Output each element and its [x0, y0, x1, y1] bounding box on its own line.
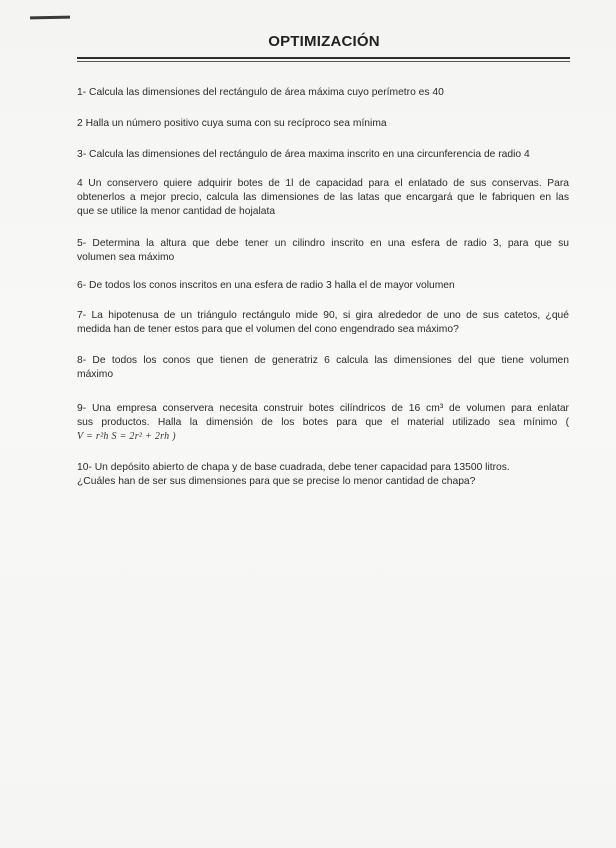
problem-10-line-2: ¿Cuáles han de ser sus dimensiones para que se precise lo menor cantidad de chapa?	[77, 476, 476, 488]
problem-3-line-1: 3- Calcula las dimensiones del rectángulo de área maxima inscrito en una circunferencia de radio 4	[77, 149, 530, 160]
problem-2-line-1: 2 Halla un número positivo cuya suma con su recíproco sea mínima	[77, 118, 387, 129]
problem-10	[77, 461, 569, 489]
problem-4	[77, 177, 569, 220]
title-rule-thin	[77, 61, 570, 62]
problem-4-line-3: que se utilice la menor cantidad de hojalata	[77, 206, 276, 218]
page-title: OPTIMIZACIÓN	[268, 33, 380, 50]
problem-6-line-1: 6- De todos los conos inscritos en una esfera de radio 3 halla el de mayor volumen	[77, 280, 455, 291]
problem-6	[77, 279, 569, 293]
problem-1-line-1: 1- Calcula las dimensiones del rectángulo de área máxima cuyo perímetro es 40	[77, 87, 444, 98]
pen-mark	[30, 16, 70, 20]
problem-8	[77, 354, 569, 382]
problem-5-line-2: volumen sea máximo	[77, 252, 175, 264]
problem-8-line-2: máximo	[77, 369, 114, 381]
problem-9	[77, 402, 569, 445]
problem-9-line-1: 9- Una empresa conservera necesita construir botes cilíndricos de 16 cm³ de volumen para enlatar	[77, 403, 569, 414]
problem-9-line-2: sus productos. Halla la dimensión de los botes para que el material utilizado sea mínimo (	[77, 417, 569, 429]
problem-5-line-1: 5- Determina la altura que debe tener un cilindro inscrito en una esfera de radio 3, para que su	[77, 238, 569, 249]
problem-2	[77, 117, 569, 131]
problem-4-line-2: obtenerlos a mejor precio, calcula las dimensiones de las latas que encargará que le fabriquen en las	[77, 192, 569, 204]
problem-5	[77, 237, 569, 265]
problem-1	[77, 86, 569, 100]
problem-8-line-1: 8- De todos los conos que tienen de generatriz 6 calcula las dimensiones del que tiene volumen	[77, 355, 569, 366]
problem-7	[77, 309, 569, 337]
title-rule-thick	[77, 57, 570, 59]
problem-9-formula: V = r²h S = 2r² + 2rh )	[77, 431, 176, 443]
problem-7-line-2: medida han de tener estos para que el volumen del cono engendrado sea máximo?	[77, 324, 459, 336]
problem-3	[77, 148, 569, 162]
problem-10-line-1: 10- Un depósito abierto de chapa y de base cuadrada, debe tener capacidad para 13500 litros.	[77, 462, 510, 473]
problem-7-line-1: 7- La hipotenusa de un triángulo rectángulo mide 90, si gira alrededor de uno de sus catetos, ¿qué	[77, 310, 569, 321]
problem-4-line-1: 4 Un conservero quiere adquirir botes de 1l de capacidad para el enlatado de sus conservas. Para	[77, 178, 569, 189]
